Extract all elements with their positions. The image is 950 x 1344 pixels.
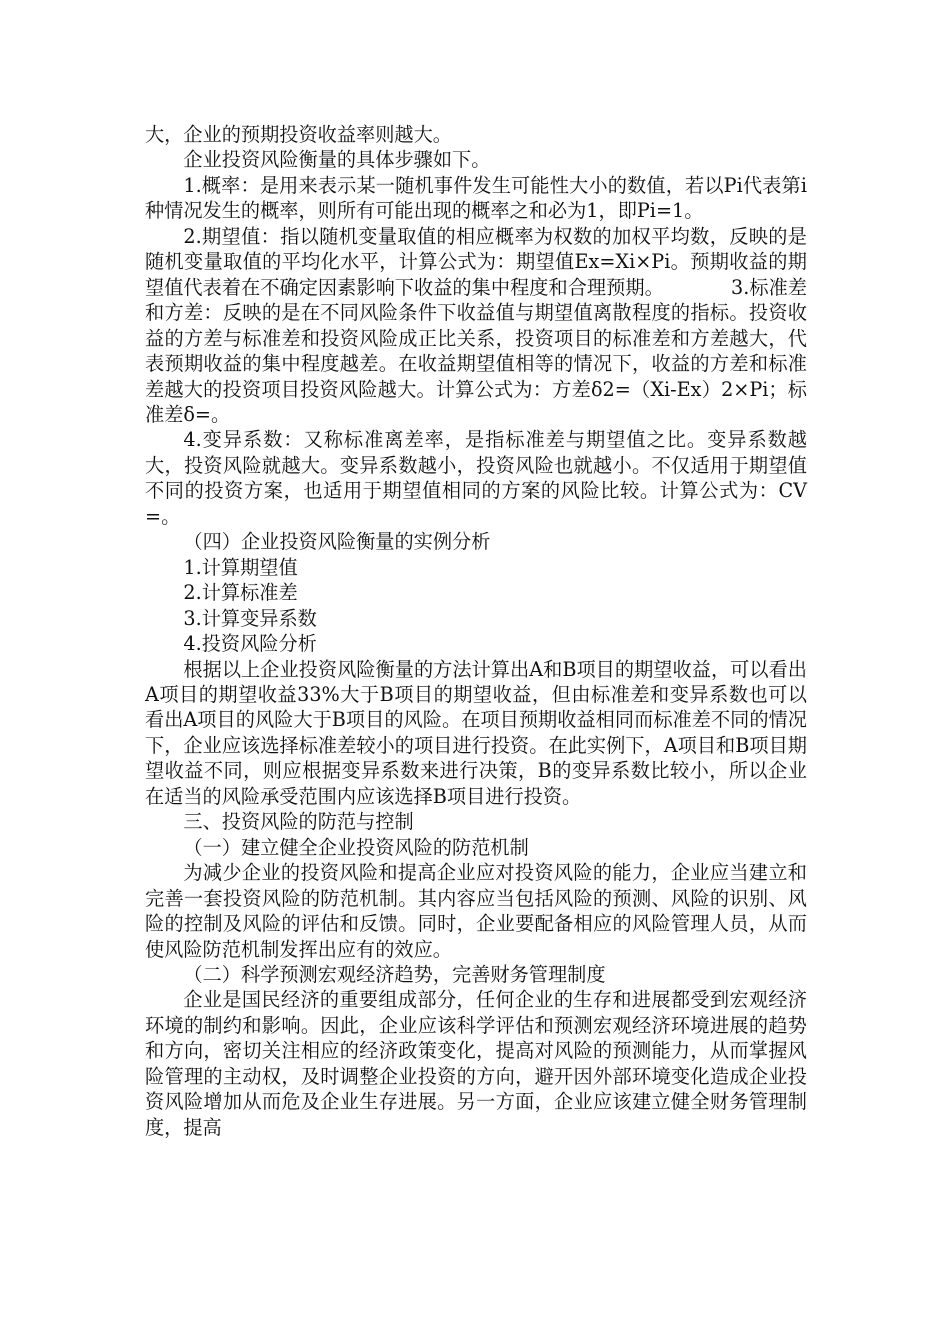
paragraph-prevention-mechanism: 为减少企业的投资风险和提高企业应对投资风险的能力，企业应当建立和完善一套投资风险的防范机制。其内容应当包括风险的预测、风险的识别、风险的控制及风险的评估和反馈。同时，企业要配备相应的风险管理人员，从而使风险防范机制发挥出应有的效应。 xyxy=(145,861,807,961)
subsection-heading-macro-forecast: （二）科学预测宏观经济趋势，完善财务管理制度 xyxy=(183,962,606,986)
subsection-heading-prevention-mechanism: （一）建立健全企业投资风险的防范机制 xyxy=(183,835,529,859)
list-item-expected-value: 1.计算期望值 xyxy=(183,555,298,579)
section-heading-prevention-control: 三、投资风险的防范与控制 xyxy=(183,810,414,834)
list-item-standard-deviation: 2.计算标准差 xyxy=(183,581,298,605)
paragraph-probability: 1.概率：是用来表示某一随机事件发生可能性大小的数值，若以Pi代表第i种情况发生的概率，则所有可能出现的概率之和必为1，即Pi=1。 xyxy=(145,173,807,223)
section-heading-case-analysis: （四）企业投资风险衡量的实例分析 xyxy=(183,530,491,554)
paragraph-case-conclusion: 根据以上企业投资风险衡量的方法计算出A和B项目的期望收益，可以看出A项目的期望收益33%大于B项目的期望收益，但由标准差和变异系数也可以看出A项目的风险大于B项目的风险。在项目预期收益相同而标准差不同的情况下，企业应该选择标准差较小的项目进行投资。在此实例下，A项目和B项目期望收益不同，则应根据变异系数来进行决策，B的变异系数比较小，所以企业在适当的风险承受范围内应该选择B项目进行投资。 xyxy=(145,657,807,808)
paragraph-steps-intro: 企业投资风险衡量的具体步骤如下。 xyxy=(183,148,491,172)
paragraph-expected-value-and-variance: 2.期望值：指以随机变量取值的相应概率为权数的加权平均数，反映的是随机变量取值的平均化水平，计算公式为：期望值Ex=Xi×Pi。预期收益的期望值代表着在不确定因素影响下收益的集中程度和合理预期。 3.标准差和方差：反映的是在不同风险条件下收益值与期望值离散程度的指标。投资收益的方差与标准差和投资风险成正比关系，投资项目的标准差和方差越大，代表预期收益的集中程度越差。在收益期望值相等的情况下，收益的方差和标准差越大的投资项目投资风险越大。计算公式为：方差δ2=（Xi-Ex）2×Pi；标准差δ=。 xyxy=(145,224,807,426)
list-item-risk-analysis: 4.投资风险分析 xyxy=(183,632,317,656)
paragraph-macro-forecast: 企业是国民经济的重要组成部分，任何企业的生存和进展都受到宏观经济环境的制约和影响。因此，企业应该科学评估和预测宏观经济环境进展的趋势和方向，密切关注相应的经济政策变化，提高对风险的预测能力，从而掌握风险管理的主动权，及时调整企业投资的方向，避开因外部环境变化造成企业投资风险增加从而危及企业生存进展。另一方面，企业应该建立健全财务管理制度，提高 xyxy=(145,988,807,1139)
document-page xyxy=(145,122,807,1140)
paragraph-coefficient-of-variation: 4.变异系数：又称标准离差率，是指标准差与期望值之比。变异系数越大，投资风险就越大。变异系数越小，投资风险也就越小。不仅适用于期望值不同的投资方案，也适用于期望值相同的方案的风险比较。计算公式为：CV=。 xyxy=(145,428,807,528)
list-item-variation-coefficient: 3.计算变异系数 xyxy=(183,606,317,630)
paragraph-continuation: 大，企业的预期投资收益率则越大。 xyxy=(145,123,452,146)
